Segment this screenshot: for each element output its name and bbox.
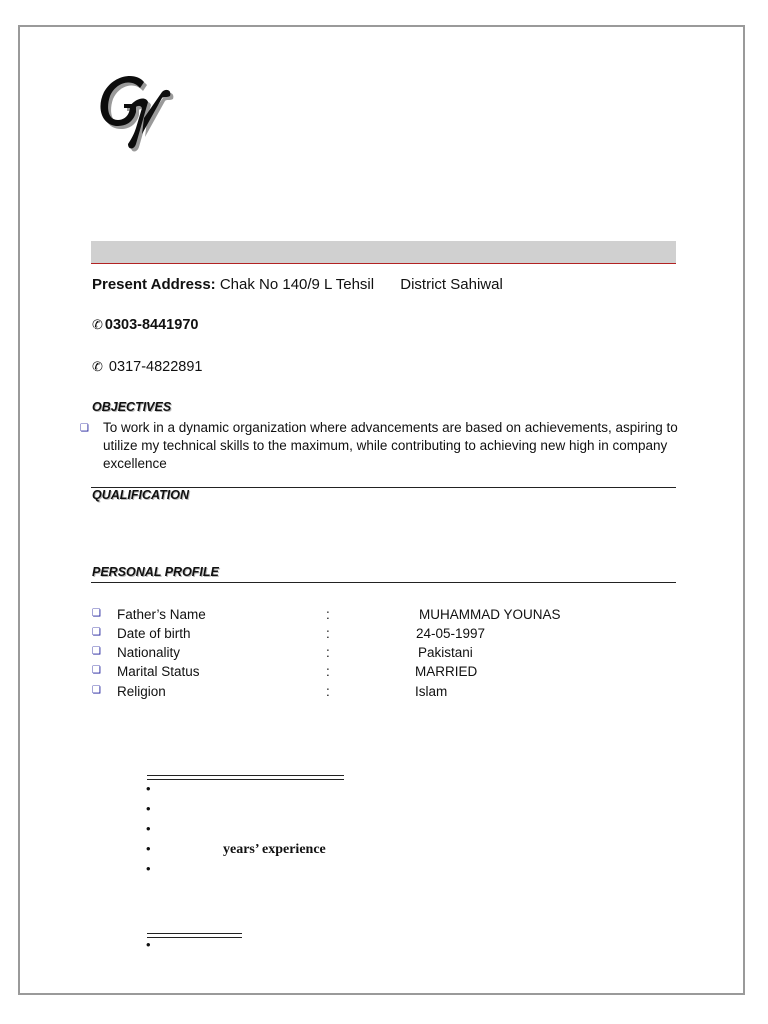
address-label: Present Address: — [92, 276, 216, 293]
profile-value: 24-05-1997 — [416, 626, 486, 641]
profile-value: Pakistani — [418, 645, 473, 660]
phone-primary — [92, 317, 198, 333]
page-border — [18, 25, 745, 995]
bullet-dot: • — [146, 937, 151, 952]
profile-row-date-of-birth — [92, 626, 652, 645]
phone-icon: ✆ — [92, 317, 103, 332]
bullet-dot: • — [146, 801, 151, 816]
bullet-dot: • — [146, 781, 151, 796]
profile-key: Religion — [117, 684, 166, 699]
objectives-title: OBJECTIVES — [92, 400, 172, 414]
profile-value: Islam — [415, 684, 448, 699]
experience-text: years’ experience — [223, 842, 326, 857]
header-band — [91, 241, 676, 264]
phone-number: 0317-4822891 — [104, 359, 203, 375]
square-bullet-icon: ❏ — [92, 685, 101, 696]
profile-key: Date of birth — [117, 626, 191, 641]
profile-key: Marital Status — [117, 664, 200, 679]
section-divider — [91, 582, 676, 583]
bullet-dot: • — [146, 841, 151, 856]
profile-colon: : — [326, 684, 330, 699]
profile-colon: : — [326, 607, 330, 622]
profile-colon: : — [326, 664, 330, 679]
profile-row-father-name — [92, 607, 652, 626]
square-bullet-icon: ❏ — [80, 423, 89, 434]
profile-row-nationality — [92, 645, 652, 664]
gv-logo-graphic — [92, 68, 182, 168]
square-bullet-icon: ❏ — [92, 665, 101, 676]
profile-row-religion — [92, 684, 652, 703]
profile-key: Father’s Name — [117, 607, 206, 622]
profile-colon: : — [326, 626, 330, 641]
address-district: District Sahiwal — [400, 276, 503, 293]
gv-logo — [92, 68, 182, 168]
objective-text: To work in a dynamic organization where advancements are based on achievements, aspiring to utilize my technical skills to the maximum, while contributing to achieving new high in company excellence — [103, 420, 678, 471]
profile-colon: : — [326, 645, 330, 660]
square-bullet-icon: ❏ — [92, 646, 101, 657]
double-underline — [147, 933, 242, 938]
profile-value: MARRIED — [415, 664, 478, 679]
phone-secondary — [92, 359, 202, 375]
double-underline — [147, 775, 344, 780]
address-value: Chak No 140/9 L Tehsil — [219, 276, 375, 293]
profile-key: Nationality — [117, 645, 181, 660]
personal-profile-title: PERSONAL PROFILE — [92, 565, 219, 579]
phone-icon: ✆ — [92, 359, 103, 374]
bullet-dot: • — [146, 821, 151, 836]
phone-number: 0303-8441970 — [104, 317, 199, 333]
profile-row-marital-status — [92, 664, 652, 683]
objective-item — [80, 419, 680, 473]
profile-value: MUHAMMAD YOUNAS — [419, 607, 561, 622]
qualification-title: QUALIFICATION — [92, 488, 189, 502]
present-address — [92, 276, 503, 293]
square-bullet-icon: ❏ — [92, 627, 101, 638]
square-bullet-icon: ❏ — [92, 608, 101, 619]
bullet-dot: • — [146, 861, 151, 876]
